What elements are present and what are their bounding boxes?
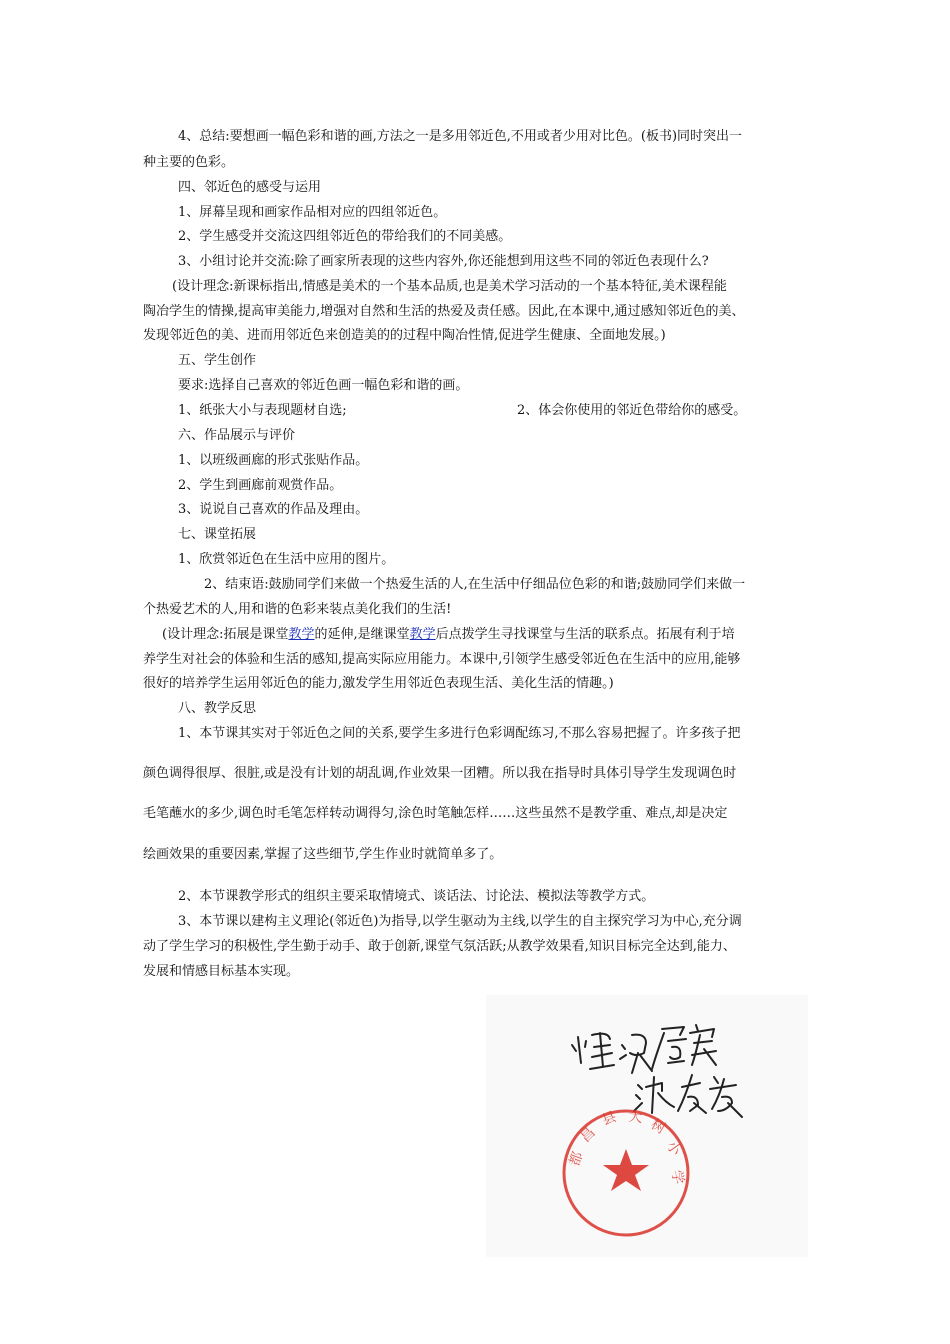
svg-text:县: 县 xyxy=(599,1108,619,1129)
scanned-signature-area xyxy=(486,995,808,1257)
text-line: 4、总结:要想画一幅色彩和谐的画,方法之一是多用邻近色,不用或者少用对比色。(板书)同时突出一 xyxy=(178,129,743,144)
text-line: 3、说说自己喜欢的作品及理由。 xyxy=(178,502,369,517)
text-line: 毛笔蘸水的多少,调色时毛笔怎样转动调得匀,涂色时笔触怎样……这些虽然不是教学重、难点,却是决定 xyxy=(143,806,728,821)
text-line: (设计理念:新课标指出,情感是美术的一个基本品质,也是美术学习活动的一个基本特征,美术课程能 xyxy=(172,279,727,294)
link-teaching[interactable]: 教学 xyxy=(288,627,315,642)
text-line: 1、以班级画廊的形式张贴作品。 xyxy=(178,453,369,468)
svg-text:学: 学 xyxy=(668,1168,687,1186)
text-line: 1、屏幕呈现和画家作品相对应的四组邻近色。 xyxy=(178,205,447,220)
section-heading: 四、邻近色的感受与运用 xyxy=(178,180,322,195)
text-line: 动了学生学习的积极性,学生勤于动手、敢于创新,课堂气氛活跃;从教学效果看,知识目标完全达到,能力、 xyxy=(143,939,736,954)
text-line: 3、小组讨论并交流:除了画家所表现的这些内容外,你还能想到用这些不同的邻近色表现什么? xyxy=(178,254,709,269)
section-heading: 八、教学反思 xyxy=(178,701,257,716)
signature-line-1 xyxy=(572,1025,716,1073)
text-line: 种主要的色彩。 xyxy=(143,155,235,170)
text-span: 的延伸,是继课堂 xyxy=(314,627,410,642)
svg-text:昌: 昌 xyxy=(577,1124,599,1146)
text-line: 养学生对社会的体验和生活的感知,提高实际应用能力。本课中,引领学生感受邻近色在生活中的应用,能够 xyxy=(143,652,741,667)
text-line: 发现邻近色的美、进而用邻近色来创造美的的过程中陶冶性情,促进学生健康、全面地发展。) xyxy=(143,328,666,343)
text-span: (设计理念:拓展是课堂 xyxy=(162,627,289,642)
section-heading: 五、学生创作 xyxy=(178,353,257,368)
svg-text:都: 都 xyxy=(566,1149,587,1169)
svg-text:大: 大 xyxy=(627,1109,643,1127)
text-line: 绘画效果的重要因素,掌握了这些细节,学生作业时就简单多了。 xyxy=(143,847,503,862)
text-line: 2、结束语:鼓励同学们来做一个热爱生活的人,在生活中仔细品位色彩的和谐;鼓励同学们来做一 xyxy=(204,577,746,592)
text-line: 颜色调得很厚、很脏,或是没有计划的胡乱调,作业效果一团糟。所以我在指导时具体引导学生发现调色时 xyxy=(143,766,737,781)
text-line: 3、本节课以建构主义理论(邻近色)为指导,以学生驱动为主线,以学生的自主探究学习为中心,充分调 xyxy=(178,914,742,929)
text-span: 后点拨学生寻找课堂与生活的联系点。拓展有利于培 xyxy=(435,627,735,642)
link-teaching[interactable]: 教学 xyxy=(409,627,436,642)
text-line: 2、学生感受并交流这四组邻近色的带给我们的不同美感。 xyxy=(178,229,512,244)
text-line: 1、欣赏邻近色在生活中应用的图片。 xyxy=(178,552,395,567)
svg-text:树: 树 xyxy=(648,1116,669,1138)
text-line: 2、体会你使用的邻近色带给你的感受。 xyxy=(517,403,747,418)
signature-and-stamp-image xyxy=(486,995,808,1257)
text-line: 2、学生到画廊前观赏作品。 xyxy=(178,478,343,493)
text-line: 很好的培养学生运用邻近色的能力,激发学生用邻近色表现生活、美化生活的情趣。) xyxy=(143,676,614,691)
text-line: 发展和情感目标基本实现。 xyxy=(143,964,300,979)
official-stamp xyxy=(564,1108,688,1235)
signature-line-2 xyxy=(634,1075,742,1117)
text-line: 个热爱艺术的人,用和谐的色彩来装点美化我们的生活! xyxy=(143,602,452,617)
text-line: 1、纸张大小与表现题材自选; xyxy=(178,403,347,418)
text-line: 1、本节课其实对于邻近色之间的关系,要学生多进行色彩调配练习,不那么容易把握了。许多孩子把 xyxy=(178,726,741,741)
text-line: 陶冶学生的情操,提高审美能力,增强对自然和生活的热爱及责任感。因此,在本课中,通过感知邻近色的美、 xyxy=(143,304,745,319)
svg-text:小: 小 xyxy=(662,1138,684,1159)
text-line: 2、本节课教学形式的组织主要采取情境式、谈话法、讨论法、模拟法等教学方式。 xyxy=(178,889,655,904)
section-heading: 七、课堂拓展 xyxy=(178,527,257,542)
text-line xyxy=(162,623,735,647)
section-heading: 六、作品展示与评价 xyxy=(178,428,296,443)
text-line: 要求:选择自己喜欢的邻近色画一幅色彩和谐的画。 xyxy=(178,378,469,393)
